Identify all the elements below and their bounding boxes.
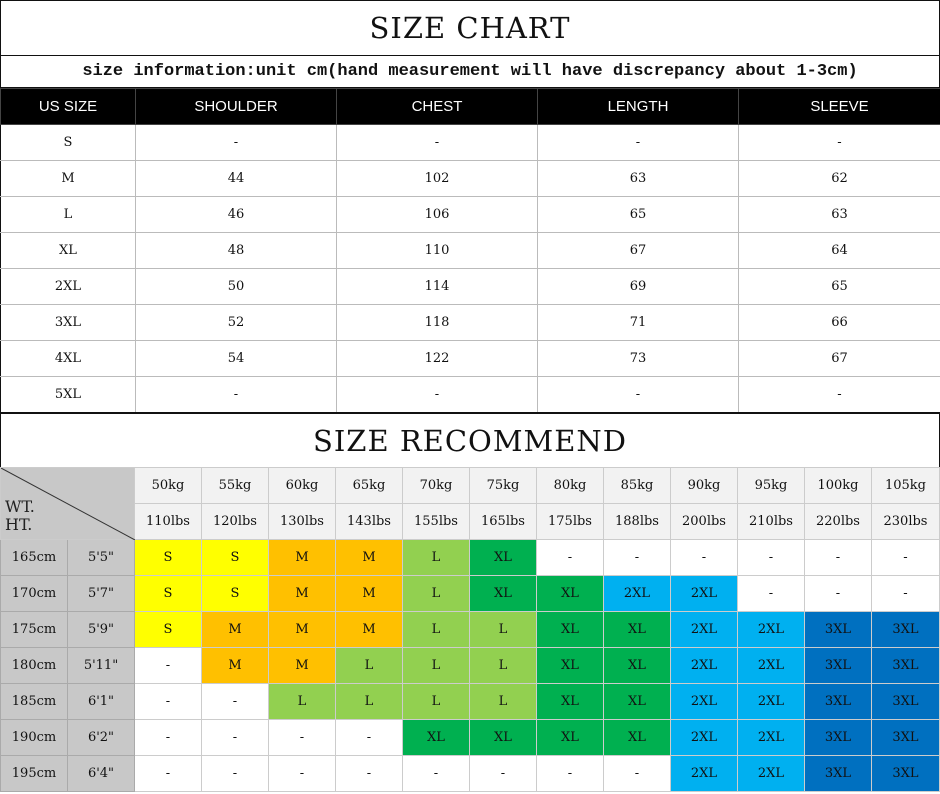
recommended-size-cell: 3XL [872,612,940,648]
size-recommend-title: SIZE RECOMMEND [0,412,940,467]
recommended-size-cell: M [269,612,336,648]
recommended-size-cell: 3XL [872,648,940,684]
recommended-size-cell: 3XL [805,684,872,720]
cell-length: 69 [538,269,739,305]
cell-sleeve: 65 [739,269,940,305]
recommended-size-cell: XL [537,576,604,612]
size-chart-title: SIZE CHART [0,0,940,56]
recommended-size-cell: XL [537,684,604,720]
cell-length: 71 [538,305,739,341]
recommended-size-cell: - [671,540,738,576]
recommended-size-cell: - [738,576,805,612]
recommend-row [1,756,940,792]
weight-lbs-header: 110lbs [135,504,202,540]
cell-chest: 106 [337,197,538,233]
recommended-size-cell: 2XL [671,612,738,648]
size-chart-row [1,377,940,413]
size-chart-row [1,341,940,377]
recommended-size-cell: 2XL [738,612,805,648]
cell-sleeve: 64 [739,233,940,269]
cell-shoulder: 54 [136,341,337,377]
recommended-size-cell: 2XL [671,576,738,612]
recommended-size-cell: S [135,540,202,576]
size-chart-table [0,88,940,413]
weight-lbs-header: 165lbs [470,504,537,540]
weight-kg-header: 55kg [202,468,269,504]
recommend-row [1,648,940,684]
height-cm-cell: 180cm [1,648,68,684]
weight-kg-header: 105kg [872,468,940,504]
recommended-size-cell: - [269,756,336,792]
weight-kg-header: 100kg [805,468,872,504]
cell-shoulder: 52 [136,305,337,341]
recommended-size-cell: XL [604,684,671,720]
height-cm-cell: 175cm [1,612,68,648]
recommended-size-cell: M [202,612,269,648]
cell-shoulder: 46 [136,197,337,233]
weight-lbs-header: 130lbs [269,504,336,540]
recommended-size-cell: 3XL [872,720,940,756]
weight-lbs-header: 188lbs [604,504,671,540]
weight-lbs-header: 210lbs [738,504,805,540]
weight-kg-header: 65kg [336,468,403,504]
recommended-size-cell: M [202,648,269,684]
cell-size: 4XL [1,341,136,377]
recommended-size-cell: L [336,648,403,684]
recommended-size-cell: 2XL [671,684,738,720]
cell-shoulder: - [136,125,337,161]
recommended-size-cell: XL [604,612,671,648]
recommended-size-cell: L [403,684,470,720]
recommend-row [1,720,940,756]
recommended-size-cell: - [403,756,470,792]
weight-kg-header: 80kg [537,468,604,504]
cell-shoulder: 44 [136,161,337,197]
recommended-size-cell: 3XL [805,720,872,756]
recommended-size-cell: XL [604,720,671,756]
size-chart-row [1,161,940,197]
weight-kg-header: 95kg [738,468,805,504]
recommended-size-cell: M [336,540,403,576]
size-chart-header-row [1,89,940,125]
height-ft-cell: 5'5" [68,540,135,576]
recommended-size-cell: S [135,612,202,648]
height-ft-cell: 6'4" [68,756,135,792]
header-length: LENGTH [538,89,739,125]
recommended-size-cell: M [336,612,403,648]
height-ft-cell: 5'7" [68,576,135,612]
recommended-size-cell: L [403,612,470,648]
cell-length: 63 [538,161,739,197]
recommended-size-cell: - [336,756,403,792]
cell-shoulder: - [136,377,337,413]
recommended-size-cell: L [269,684,336,720]
cell-shoulder: 50 [136,269,337,305]
cell-length: 73 [538,341,739,377]
recommended-size-cell: 3XL [872,756,940,792]
recommended-size-cell: - [336,720,403,756]
recommended-size-cell: XL [604,648,671,684]
cell-chest: 114 [337,269,538,305]
weight-lbs-header: 175lbs [537,504,604,540]
recommended-size-cell: 3XL [805,648,872,684]
recommended-size-cell: 2XL [738,756,805,792]
cell-chest: 110 [337,233,538,269]
weight-kg-header: 75kg [470,468,537,504]
recommended-size-cell: 2XL [671,720,738,756]
recommended-size-cell: - [202,756,269,792]
height-cm-cell: 185cm [1,684,68,720]
weight-kg-header: 50kg [135,468,202,504]
recommended-size-cell: 3XL [872,684,940,720]
cell-size: 2XL [1,269,136,305]
cell-size: 5XL [1,377,136,413]
cell-sleeve: - [739,125,940,161]
recommended-size-cell: L [403,576,470,612]
cell-chest: - [337,377,538,413]
height-cm-cell: 165cm [1,540,68,576]
recommended-size-cell: S [202,540,269,576]
recommended-size-cell: - [872,576,940,612]
height-cm-cell: 170cm [1,576,68,612]
cell-size: M [1,161,136,197]
weight-kg-header: 90kg [671,468,738,504]
cell-chest: 102 [337,161,538,197]
recommended-size-cell: XL [470,540,537,576]
weight-lbs-header: 220lbs [805,504,872,540]
cell-length: - [538,125,739,161]
cell-sleeve: - [739,377,940,413]
recommended-size-cell: 3XL [805,612,872,648]
recommended-size-cell: M [269,576,336,612]
recommended-size-cell: - [269,720,336,756]
recommended-size-cell: S [202,576,269,612]
recommended-size-cell: 2XL [738,648,805,684]
recommended-size-cell: - [202,684,269,720]
corner-weight-label: WT. [5,497,35,516]
recommended-size-cell: - [872,540,940,576]
recommended-size-cell: XL [537,612,604,648]
cell-chest: - [337,125,538,161]
recommended-size-cell: - [805,540,872,576]
size-chart-row [1,233,940,269]
recommended-size-cell: - [537,540,604,576]
weight-lbs-header: 120lbs [202,504,269,540]
recommended-size-cell: 2XL [671,756,738,792]
recommend-row [1,576,940,612]
recommended-size-cell: - [805,576,872,612]
weight-lbs-header: 200lbs [671,504,738,540]
recommended-size-cell: 2XL [604,576,671,612]
recommended-size-cell: - [604,756,671,792]
recommended-size-cell: - [135,720,202,756]
recommended-size-cell: XL [470,720,537,756]
weight-kg-header: 85kg [604,468,671,504]
recommended-size-cell: XL [403,720,470,756]
recommended-size-cell: 2XL [738,684,805,720]
recommended-size-cell: L [403,540,470,576]
cell-shoulder: 48 [136,233,337,269]
recommended-size-cell: - [202,720,269,756]
weight-lbs-row [1,504,940,540]
weight-kg-header: 70kg [403,468,470,504]
recommended-size-cell: M [269,540,336,576]
size-recommend-table [0,467,940,792]
weight-height-corner [1,468,135,540]
recommended-size-cell: L [470,684,537,720]
cell-size: XL [1,233,136,269]
recommended-size-cell: - [537,756,604,792]
recommended-size-cell: 2XL [671,648,738,684]
cell-size: L [1,197,136,233]
recommended-size-cell: L [470,612,537,648]
cell-length: 67 [538,233,739,269]
recommended-size-cell: M [336,576,403,612]
weight-lbs-header: 155lbs [403,504,470,540]
weight-lbs-header: 230lbs [872,504,940,540]
height-cm-cell: 195cm [1,756,68,792]
header-us-size: US SIZE [1,89,136,125]
recommended-size-cell: - [135,684,202,720]
cell-sleeve: 63 [739,197,940,233]
recommended-size-cell: - [135,648,202,684]
recommended-size-cell: - [135,756,202,792]
recommended-size-cell: XL [537,720,604,756]
size-chart-row [1,305,940,341]
recommended-size-cell: XL [537,648,604,684]
header-chest: CHEST [337,89,538,125]
recommended-size-cell: L [403,648,470,684]
height-ft-cell: 6'2" [68,720,135,756]
cell-size: 3XL [1,305,136,341]
weight-kg-header: 60kg [269,468,336,504]
height-ft-cell: 6'1" [68,684,135,720]
recommend-row [1,684,940,720]
height-ft-cell: 5'11" [68,648,135,684]
height-cm-cell: 190cm [1,720,68,756]
cell-sleeve: 66 [739,305,940,341]
cell-length: - [538,377,739,413]
size-chart-row [1,125,940,161]
recommend-row [1,612,940,648]
size-info-note: size information:unit cm(hand measurement will have discrepancy about 1-3cm) [0,56,940,88]
cell-sleeve: 67 [739,341,940,377]
cell-chest: 118 [337,305,538,341]
size-chart-row [1,197,940,233]
cell-sleeve: 62 [739,161,940,197]
recommended-size-cell: L [470,648,537,684]
recommend-row [1,540,940,576]
cell-length: 65 [538,197,739,233]
recommended-size-cell: - [604,540,671,576]
weight-kg-row [1,468,940,504]
size-chart-row [1,269,940,305]
header-sleeve: SLEEVE [739,89,940,125]
cell-size: S [1,125,136,161]
recommended-size-cell: XL [470,576,537,612]
recommended-size-cell: - [470,756,537,792]
recommended-size-cell: S [135,576,202,612]
recommended-size-cell: L [336,684,403,720]
weight-lbs-header: 143lbs [336,504,403,540]
recommended-size-cell: - [738,540,805,576]
corner-height-label: HT. [5,516,33,530]
header-shoulder: SHOULDER [136,89,337,125]
recommended-size-cell: 3XL [805,756,872,792]
cell-chest: 122 [337,341,538,377]
recommended-size-cell: 2XL [738,720,805,756]
recommended-size-cell: M [269,648,336,684]
height-ft-cell: 5'9" [68,612,135,648]
